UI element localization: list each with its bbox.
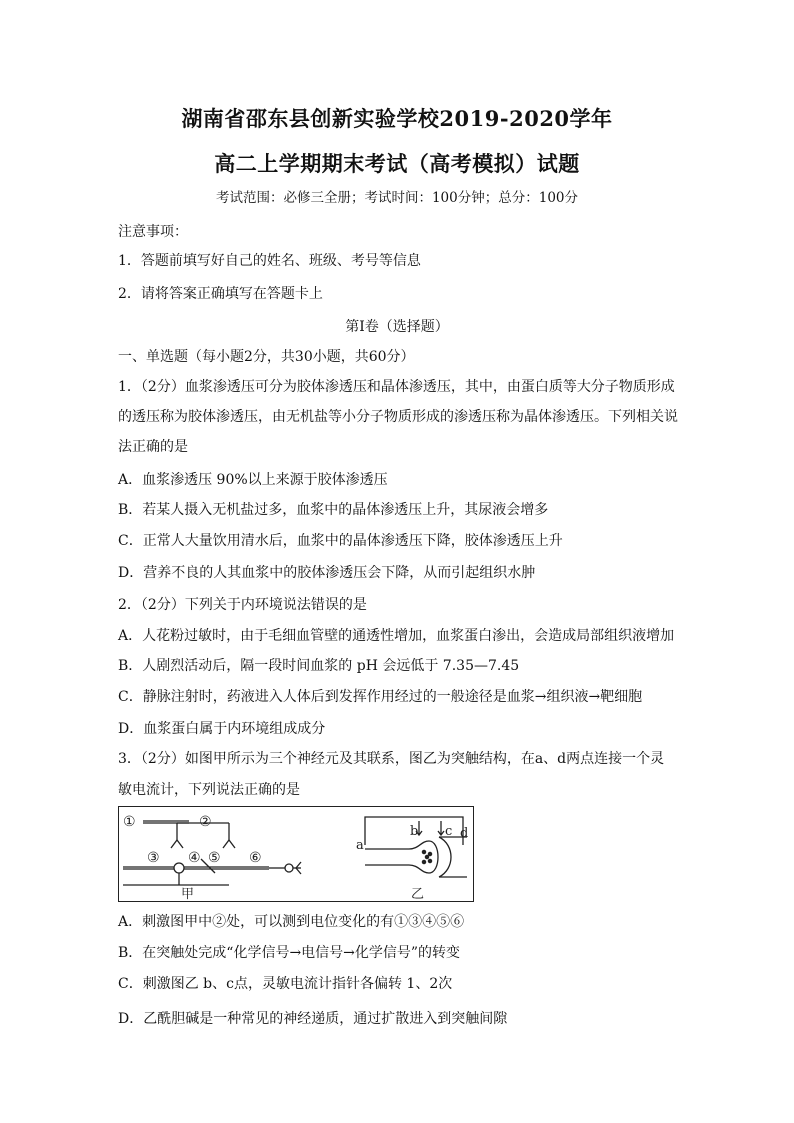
label-jia-2: ② [199, 814, 212, 830]
notice-heading: 注意事项： [118, 224, 188, 240]
exam-info: 考试范围：必修三全册；考试时间：100分钟；总分：100分 [215, 190, 579, 206]
caption-yi: 乙 [411, 887, 425, 901]
q1-stem-line1: 1．（2分）血浆渗透压可分为胶体渗透压和晶体渗透压，其中，由蛋白质等大分子物质形成 [118, 379, 675, 395]
exam-title-line2: 高二上学期期末考试（高考模拟）试题 [214, 151, 580, 176]
notice-item-1: 1．答题前填写好自己的姓名、班级、考号等信息 [118, 253, 421, 269]
label-yi-d: d [460, 826, 469, 841]
label-jia-4: ④ [188, 850, 201, 866]
figure-drawing [119, 807, 473, 901]
q1-stem-line3: 法正确的是 [118, 439, 188, 455]
q1-option-d: D．营养不良的人其血浆中的胶体渗透压会下降，从而引起组织水肿 [118, 565, 536, 581]
q3-option-d: D．乙酰胆碱是一种常见的神经递质，通过扩散进入到突触间隙 [118, 1011, 508, 1027]
q1-option-b: B．若某人摄入无机盐过多，血浆中的晶体渗透压上升，其尿液会增多 [118, 502, 549, 518]
caption-jia: 甲 [181, 887, 195, 901]
label-jia-1: ① [123, 814, 136, 830]
q3-option-b: B．在突触处完成“化学信号→电信号→化学信号”的转变 [118, 945, 461, 961]
label-jia-3: ③ [147, 850, 160, 866]
label-yi-b: b [410, 824, 419, 839]
q2-option-a: A．人花粉过敏时，由于毛细血管壁的通透性增加，血浆蛋白渗出，会造成局部组织液增加 [118, 628, 675, 644]
q1-stem-line2: 的透压称为胶体渗透压，由无机盐等小分子物质形成的渗透压称为晶体渗透压。下列相关说 [118, 409, 678, 425]
exam-title-line1: 湖南省邵东县创新实验学校2019-2020学年 [181, 106, 613, 131]
q3-stem-line1: 3．（2分）如图甲所示为三个神经元及其联系，图乙为突触结构，在a、d两点连接一个灵 [118, 751, 665, 767]
neuron-synapse-figure [118, 806, 474, 902]
q3-option-a: A．刺激图甲中②处，可以测到电位变化的有①③④⑤⑥ [118, 914, 465, 930]
q2-option-d: D．血浆蛋白属于内环境组成成分 [118, 721, 326, 737]
q2-stem: 2．（2分）下列关于内环境说法错误的是 [118, 597, 367, 613]
q1-option-a: A．血浆渗透压 90%以上来源于胶体渗透压 [118, 472, 388, 488]
label-yi-a: a [356, 838, 364, 853]
q3-option-c: C．刺激图乙 b、c点，灵敏电流计指针各偏转 1、2次 [118, 976, 453, 992]
q3-stem-line2: 敏电流计，下列说法正确的是 [118, 782, 300, 798]
label-jia-5: ⑤ [208, 850, 221, 866]
volume-heading: 第I卷（选择题） [345, 319, 449, 335]
part-heading: 一、单选题（每小题2分，共30小题，共60分） [118, 349, 415, 365]
label-yi-c: c [445, 824, 453, 839]
notice-item-2: 2．请将答案正确填写在答题卡上 [118, 286, 323, 302]
q1-option-c: C．正常人大量饮用清水后，血浆中的晶体渗透压下降，胶体渗透压上升 [118, 533, 563, 549]
q2-option-c: C．静脉注射时，药液进入人体后到发挥作用经过的一般途径是血浆→组织液→靶细胞 [118, 689, 643, 705]
label-jia-6: ⑥ [249, 850, 262, 866]
q2-option-b: B．人剧烈活动后，隔一段时间血浆的 pH 会远低于 7.35—7.45 [118, 658, 520, 674]
